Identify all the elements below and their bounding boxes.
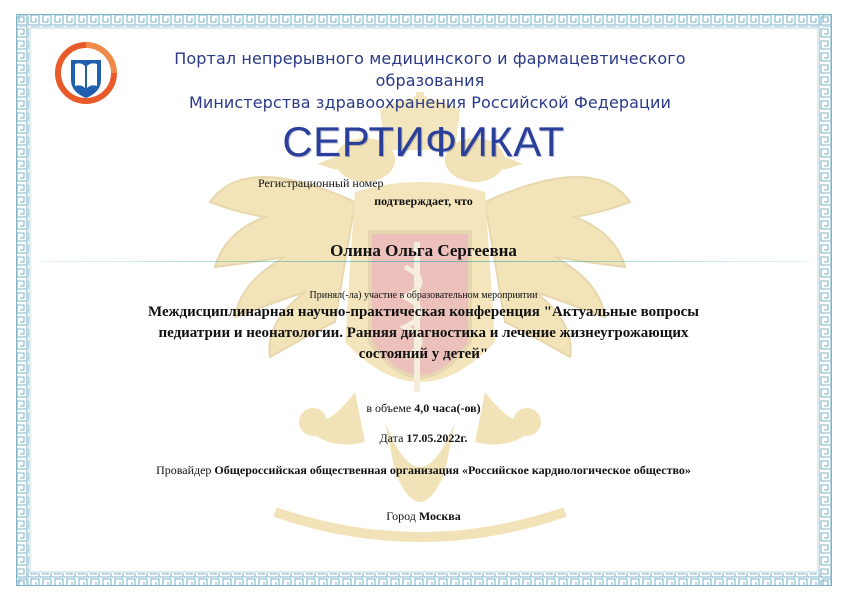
header-line-2: Министерства здравоохранения Российской Федерации xyxy=(188,93,672,112)
provider-row xyxy=(150,461,697,479)
volume-label: в объеме xyxy=(366,401,412,415)
provider-value: Общероссийская общественная организация «Российское кардиологическое общество» xyxy=(214,463,691,477)
divider-line xyxy=(40,261,810,262)
portal-logo-icon xyxy=(55,42,117,104)
confirms-text: подтверждает, что xyxy=(374,194,473,208)
participation-label: Принял(-ла) участие в образовательном мероприятии xyxy=(309,290,538,301)
provider-label: Провайдер xyxy=(156,463,212,477)
city-label: Город xyxy=(386,509,416,523)
volume-row xyxy=(0,401,847,416)
portal-header xyxy=(130,48,730,114)
date-row xyxy=(0,431,847,446)
certificate-title: СЕРТИФИКАТ xyxy=(282,118,565,165)
date-label: Дата xyxy=(379,431,404,445)
header-line-1: Портал непрерывного медицинского и фармацевтического образования xyxy=(174,49,686,90)
date-value: 17.05.2022г. xyxy=(406,431,468,445)
city-row xyxy=(0,509,847,524)
registration-number-label: Регистрационный номер xyxy=(258,176,384,190)
city-value: Москва xyxy=(418,509,461,523)
event-title: Междисциплинарная научно-практическая конференция "Актуальные вопросы педиатрии и неонатологии. Ранняя диагностика и лечение жизнеугрожающих состояний у детей" xyxy=(147,304,699,362)
volume-value: 4,0 часа(-ов) xyxy=(414,401,481,415)
recipient-name: Олина Ольга Сергеевна xyxy=(330,241,517,260)
